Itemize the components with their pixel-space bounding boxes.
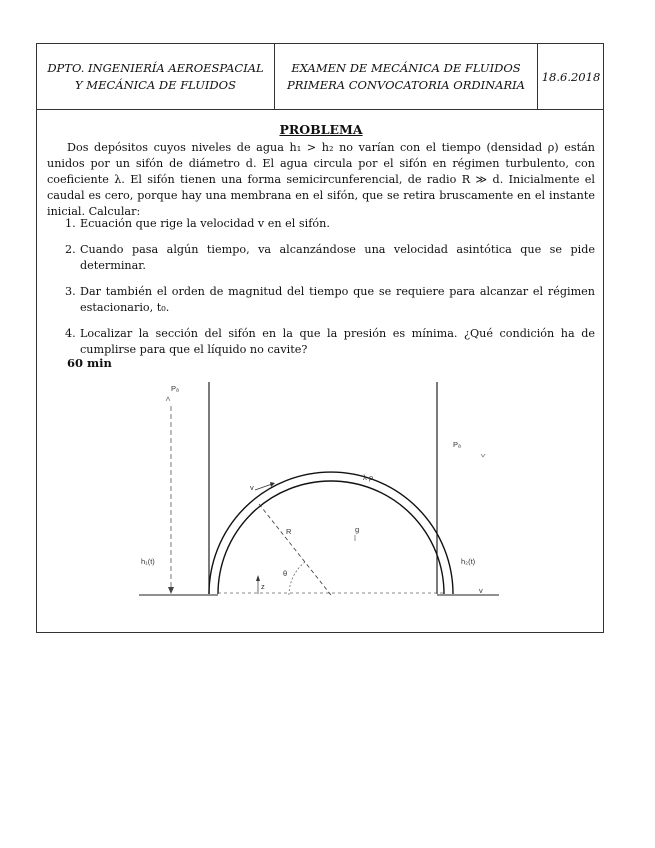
radius-label: R bbox=[286, 527, 292, 536]
question-text: Ecuación que rige la velocidad v en el sifón. bbox=[80, 217, 330, 230]
z-label: z bbox=[261, 582, 265, 591]
siphon-figure bbox=[37, 44, 605, 634]
gravity-label: g bbox=[355, 525, 360, 534]
radius-line bbox=[259, 504, 331, 595]
outlet-velocity-label: v bbox=[479, 586, 483, 595]
pa-right-marker bbox=[481, 454, 485, 457]
question-number: 2. bbox=[65, 243, 76, 256]
exam-line-2: PRIMERA CONVOCATORIA ORDINARIA bbox=[286, 78, 525, 92]
exam-line-1: EXAMEN DE MECÁNICA DE FLUIDOS bbox=[291, 61, 521, 75]
h1-arrowhead bbox=[168, 587, 174, 594]
z-arrowhead bbox=[256, 575, 260, 581]
theta-arc bbox=[289, 562, 305, 595]
question-text: Cuando pasa algún tiempo, va alcanzándose una velocidad asintótica que se pide determinar. bbox=[80, 243, 595, 272]
pa-left-label: Pₐ bbox=[171, 384, 179, 393]
theta-label: θ bbox=[283, 569, 288, 578]
pa-right-label: Pₐ bbox=[453, 440, 461, 449]
problem-statement: Dos depósitos cuyos niveles de agua h₁ > h₂ no varían con el tiempo (densidad ρ) están unidos por un sifón de diámetro d. El agua circula por el sifón en régimen turbulento, con coeficiente λ. El sifón tienen una forma semicircunferencial, de radio R ≫ d. Inicialmente el caudal es cero, porque hay una membrana en el sifón, que se retira bruscamente en el instante inicial. Calcular: bbox=[47, 141, 595, 218]
question-number: 1. bbox=[65, 217, 76, 230]
department-line-2: Y MECÁNICA DE FLUIDOS bbox=[75, 78, 236, 92]
pa-left-marker bbox=[166, 397, 170, 401]
department-line-1: DPTO. INGENIERÍA AEROESPACIAL bbox=[47, 61, 264, 75]
question-text: Dar también el orden de magnitud del tiempo que se requiere para alcanzar el régimen estacionario, t₀. bbox=[80, 285, 595, 314]
lambda-rho-label: λ ρ bbox=[363, 473, 374, 482]
h1-label: h₁(t) bbox=[141, 557, 155, 566]
question-text: Localizar la sección del sifón en la que la presión es mínima. ¿Qué condición ha de cumplirse para que el líquido no cavite? bbox=[80, 327, 595, 356]
time-limit: 60 min bbox=[67, 356, 112, 370]
question-number: 3. bbox=[65, 285, 76, 298]
h2-label: h₂(t) bbox=[461, 557, 476, 566]
exam-date: 18.6.2018 bbox=[541, 69, 601, 84]
problem-title: PROBLEMA bbox=[279, 122, 363, 137]
siphon-inner-arc bbox=[218, 481, 444, 594]
exam-frame bbox=[36, 43, 604, 633]
question-number: 4. bbox=[65, 327, 76, 340]
siphon-outer-arc bbox=[209, 472, 453, 594]
velocity-label: v bbox=[250, 483, 254, 492]
